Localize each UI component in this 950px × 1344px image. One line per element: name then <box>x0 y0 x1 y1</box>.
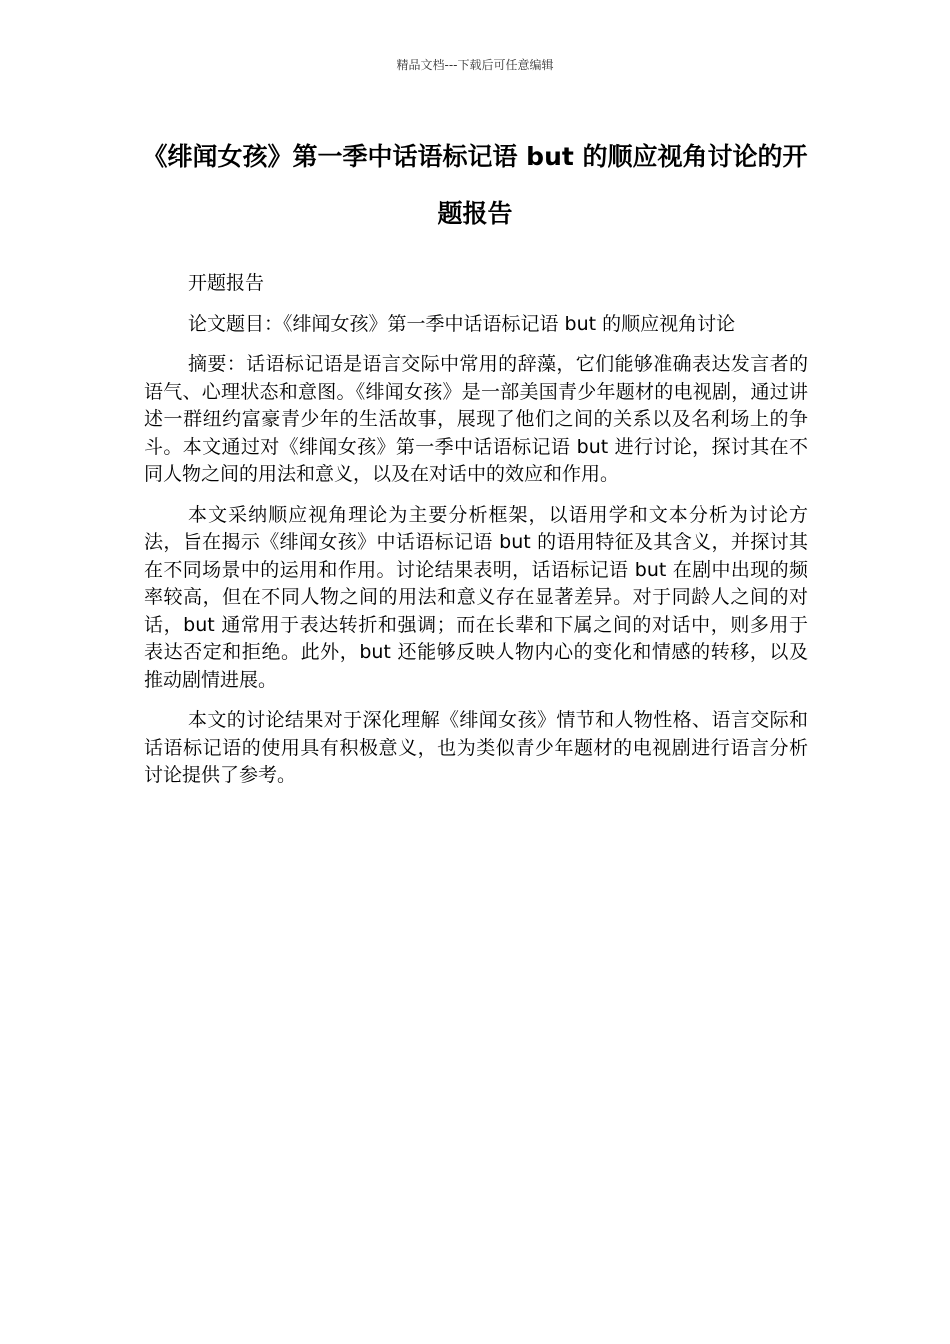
conclusion-paragraph: 本文的讨论结果对于深化理解《绯闻女孩》情节和人物性格、语言交际和话语标记语的使用具有积极意义，也为类似青少年题材的电视剧进行语言分析讨论提供了参考。 <box>144 709 808 786</box>
method-paragraph: 本文采纳顺应视角理论为主要分析框架，以语用学和文本分析为讨论方法，旨在揭示《绯闻女孩》中话语标记语 but 的语用特征及其含义，并探讨其在不同场景中的运用和作用。讨论结果表明，话语标记语 but 在剧中出现的频率较高，但在不同人物之间的用法和意义存在显著差异。对于同龄人之间的对话，but 通常用于表达转折和强调；而在长辈和下属之间的对话中，则多用于表达否定和拒绝。此外，but 还能够反映人物内心的变化和情感的转移，以及推动剧情进展。 <box>144 503 808 691</box>
abstract-paragraph: 摘要：话语标记语是语言交际中常用的辞藻，它们能够准确表达发言者的语气、心理状态和意图。《绯闻女孩》是一部美国青少年题材的电视剧，通过讲述一群纽约富豪青少年的生活故事，展现了他们之间的关系以及名利场上的争斗。本文通过对《绯闻女孩》第一季中话语标记语 but 进行讨论，探讨其在不同人物之间的用法和意义，以及在对话中的效应和作用。 <box>144 353 808 485</box>
document-body <box>144 270 808 803</box>
thesis-topic-paragraph: 论文题目：《绯闻女孩》第一季中话语标记语 but 的顺应视角讨论 <box>188 312 736 335</box>
page-header: 精品文档---下载后可任意编辑 <box>396 58 554 72</box>
section-heading: 开题报告 <box>188 272 265 294</box>
document-title: 《绯闻女孩》第一季中话语标记语 but 的顺应视角讨论的开题报告 <box>142 142 808 228</box>
